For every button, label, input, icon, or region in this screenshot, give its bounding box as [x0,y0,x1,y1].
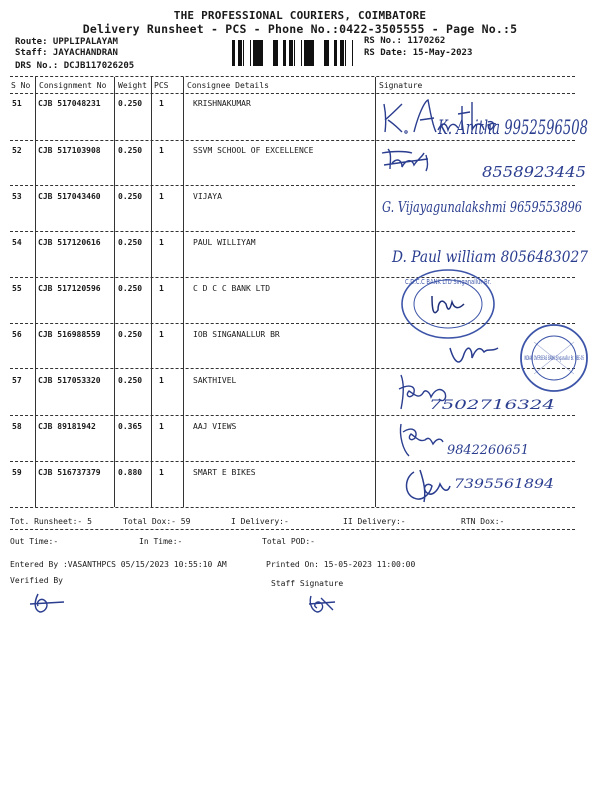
signature-text: K. Anitha 9952596508 [437,115,588,139]
row-weight: 0.365 [118,422,143,431]
barcode-bar [232,40,235,66]
row-sno: 58 [12,422,22,431]
row-pcs: 1 [159,99,164,108]
row-consignment-no: CJB 517048231 [38,99,101,108]
signature-row-52 [378,141,593,185]
row-sno: 59 [12,468,22,477]
barcode-bar [291,40,293,66]
column-divider [35,77,36,507]
barcode-bar [352,40,353,66]
barcode-bar [256,40,259,66]
col-header-sno: S No [11,81,31,90]
barcode-bar [305,40,306,66]
row-weight: 0.250 [118,330,143,339]
barcode-bar [345,40,346,66]
row-weight: 0.250 [118,99,143,108]
rs-date: RS Date: 15-May-2023 [364,48,473,58]
signature-text: 8558923445 [482,163,586,181]
barcode-bar [306,40,307,66]
barcode-bar [326,40,329,66]
runsheet-subtitle: Delivery Runsheet - PCS - Phone No.:0422-3505555 - Page No.:5 [82,22,518,36]
row-consignee: AAJ VIEWS [193,422,237,431]
barcode-graphic [232,40,354,66]
total-runsheet: Tot. Runsheet:- 5 [10,517,92,526]
row-sno: 51 [12,99,22,108]
row-pcs: 1 [159,468,164,477]
staff-signature [305,592,341,616]
barcode-bar [324,40,326,66]
signature-text: D. Paul william 8056483027 [391,247,589,266]
row-sno: 55 [12,284,22,293]
row-sno: 52 [12,146,22,155]
row-consignee: KRISHNAKUMAR [193,99,251,108]
barcode-bar [259,40,261,66]
row-weight: 0.250 [118,192,143,201]
footer-rule [10,529,575,530]
barcode-bar [289,40,291,66]
row-weight: 0.250 [118,284,143,293]
stamp-text: C.D.C.C BANK LTD Singanallur Br. [405,278,491,286]
ii-delivery: II Delivery:- [343,517,406,526]
row-consignment-no: CJB 517043460 [38,192,101,201]
signature-row-58 [395,416,575,462]
row-consignment-no: CJB 516988559 [38,330,101,339]
row-consignee: SAKTHIVEL [193,376,237,385]
row-consignment-no: CJB 517120616 [38,238,101,247]
barcode-bar [304,40,305,66]
row-pcs: 1 [159,146,164,155]
signature-text: 7502716324 [429,398,555,413]
signature-row-57 [395,369,575,415]
col-header-consignee: Consignee Details [187,81,269,90]
rs-number: RS No.: 1170262 [364,36,446,46]
barcode-bar [334,40,337,66]
row-consignee: SMART E BIKES [193,468,256,477]
barcode-bar [261,40,263,66]
i-delivery: I Delivery:- [231,517,289,526]
table-header-rule [10,93,575,94]
barcode-bar [310,40,312,66]
company-title: THE PROFESSIONAL COURIERS, COIMBATORE [173,9,427,22]
row-consignment-no: CJB 517120596 [38,284,101,293]
col-header-consignment: Consignment No [39,81,107,90]
row-pcs: 1 [159,238,164,247]
row-consignment-no: CJB 516737379 [38,468,101,477]
route-label: Route: UPPLIPALAYAM [15,37,118,47]
barcode-bar [312,40,314,66]
barcode-bar [254,40,255,66]
column-divider [151,77,152,507]
barcode-bar [307,40,310,66]
signature-text: 7395561894 [454,477,554,492]
barcode-bar [275,40,278,66]
row-sno: 57 [12,376,22,385]
row-pcs: 1 [159,330,164,339]
barcode-bar [340,40,342,66]
row-weight: 0.250 [118,376,143,385]
signature-text: G. Vijayagunalakshmi 9659553896 [382,198,583,216]
barcode-bar [250,40,251,66]
row-pcs: 1 [159,422,164,431]
barcode-bar [253,40,254,66]
barcode-bar [273,40,275,66]
row-consignee: SSVM SCHOOL OF EXCELLENCE [193,146,314,155]
col-header-pcs: PCS [154,81,169,90]
entered-by: Entered By :VASANTHPCS 05/15/2023 10:55:10 AM [10,560,227,569]
barcode-bar [255,40,256,66]
row-consignee: C D C C BANK LTD [193,284,271,293]
barcode-bar [294,40,295,66]
signature-row-51 [378,96,593,140]
col-header-signature: Signature [379,81,423,90]
barcode-bar [243,40,244,66]
staff-label: Staff: JAYACHANDRAN [15,48,118,58]
signature-row-59 [400,462,580,508]
column-divider [183,77,184,507]
row-sno: 56 [12,330,22,339]
out-time: Out Time:- [10,537,59,546]
row-weight: 0.880 [118,468,143,477]
signature-row-53 [378,186,593,234]
row-sno: 53 [12,192,22,201]
printed-on: Printed On: 15-05-2023 11:00:00 [266,560,416,569]
signature-text: 9842260651 [447,443,529,458]
row-consignee: IOB SINGANALLUR BR [193,330,280,339]
verifier-signature [28,590,68,616]
table-top-rule [10,76,575,77]
drs-number: DRS No.: DCJB117026205 [15,61,135,71]
rtn-dox: RTN Dox:- [461,517,505,526]
total-pod: Total POD:- [262,537,315,546]
barcode-bar [240,40,242,66]
barcode-bar [342,40,344,66]
barcode-bar [301,40,302,66]
row-pcs: 1 [159,376,164,385]
row-sno: 54 [12,238,22,247]
row-pcs: 1 [159,192,164,201]
row-pcs: 1 [159,284,164,293]
barcode-bar [283,40,286,66]
col-header-weight: Weight [118,81,147,90]
row-consignee: VIJAYA [193,192,222,201]
seal-text: INDIAN OVERSEAS BANK Singanallur Br. CBE-05 [524,355,585,362]
row-consignment-no: CJB 517053320 [38,376,101,385]
barcode-bar [238,40,240,66]
in-time: In Time:- [139,537,183,546]
row-consignment-no: CJB 517103908 [38,146,101,155]
staff-signature-label: Staff Signature [271,579,344,588]
verified-by-label: Verified By [10,576,63,585]
row-consignee: PAUL WILLIYAM [193,238,256,247]
row-weight: 0.250 [118,146,143,155]
total-dox: Total Dox:- 59 [123,517,191,526]
row-weight: 0.250 [118,238,143,247]
column-divider [114,77,115,507]
column-divider [375,77,376,507]
row-consignment-no: CJB 89181942 [38,422,96,431]
